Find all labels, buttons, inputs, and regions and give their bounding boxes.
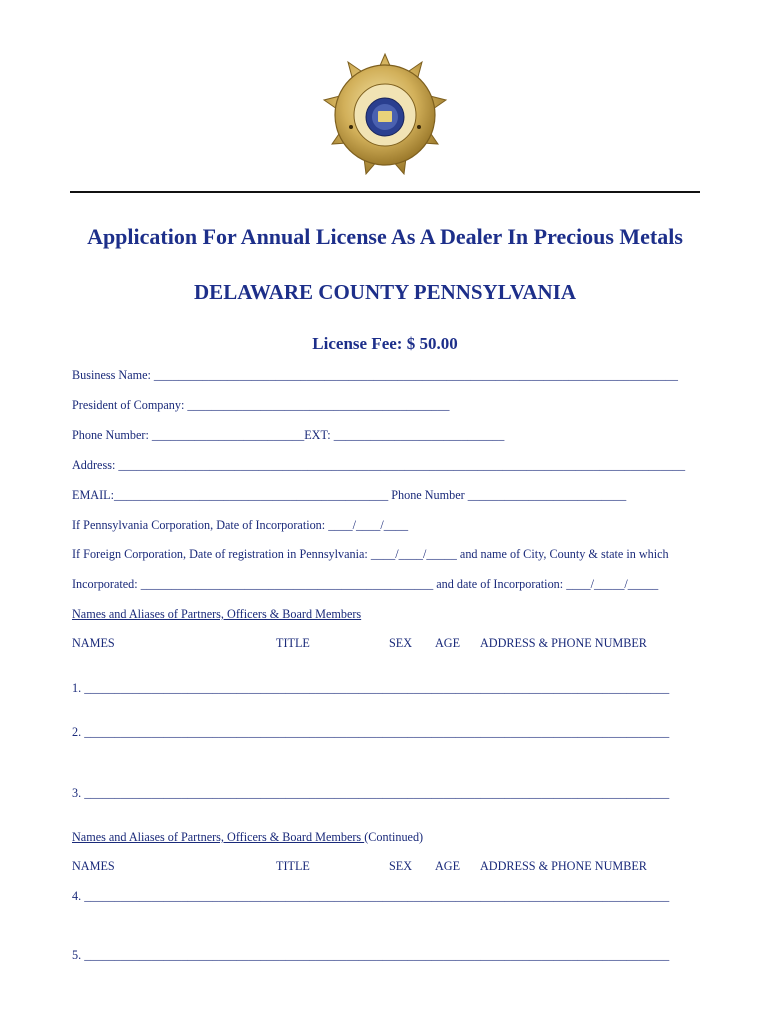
pa-corporation-field[interactable]: If Pennsylvania Corporation, Date of Incorporation: ____/____/____ [72, 518, 409, 532]
continued-suffix: (Continued) [364, 830, 424, 844]
column-address-phone: ADDRESS & PHONE NUMBER [480, 636, 647, 650]
column-sex-2: SEX [389, 859, 413, 873]
column-age-2: AGE [435, 859, 461, 873]
column-age: AGE [435, 636, 461, 650]
incorporated-field[interactable]: Incorporated: ________________________________________________ and date of Incorporation: ____/_____/_____ [72, 577, 659, 591]
member-row-4[interactable]: 4. ________________________________________________________________________________________________ [72, 889, 670, 903]
members-heading: Names and Aliases of Partners, Officers & Board Members [72, 607, 362, 621]
column-title: TITLE [276, 636, 310, 650]
foreign-corporation-field[interactable]: If Foreign Corporation, Date of registration in Pennsylvania: ____/____/_____ and name of City, County & state in which [72, 547, 669, 561]
license-fee: License Fee: $ 50.00 [312, 334, 458, 353]
member-row-3[interactable]: 3. ________________________________________________________________________________________________ [72, 786, 670, 800]
column-title-2: TITLE [276, 859, 310, 873]
column-names-2: NAMES [72, 859, 115, 873]
phone-field[interactable]: Phone Number: _________________________EXT: ____________________________ [72, 428, 505, 442]
members-heading-continued [72, 829, 423, 845]
column-address-phone-2: ADDRESS & PHONE NUMBER [480, 859, 647, 873]
sheriff-badge-logo [322, 52, 448, 178]
member-row-5[interactable]: 5. ________________________________________________________________________________________________ [72, 948, 670, 962]
member-row-1[interactable]: 1. ________________________________________________________________________________________________ [72, 681, 670, 695]
column-sex: SEX [389, 636, 413, 650]
business-name-field[interactable]: Business Name: ______________________________________________________________________________________ [72, 368, 678, 382]
member-row-2[interactable]: 2. ________________________________________________________________________________________________ [72, 725, 670, 739]
email-field[interactable]: EMAIL:_____________________________________________ Phone Number __________________________ [72, 488, 627, 502]
header-divider [70, 191, 700, 193]
president-field[interactable]: President of Company: ___________________________________________ [72, 398, 450, 412]
members-heading-continued-text: Names and Aliases of Partners, Officers & Board Members [72, 830, 365, 844]
column-names: NAMES [72, 636, 115, 650]
county-subtitle: DELAWARE COUNTY PENNSYLVANIA [194, 280, 576, 304]
address-field[interactable]: Address: _____________________________________________________________________________________________ [72, 458, 686, 472]
page-title: Application For Annual License As A Dealer In Precious Metals [87, 224, 683, 249]
